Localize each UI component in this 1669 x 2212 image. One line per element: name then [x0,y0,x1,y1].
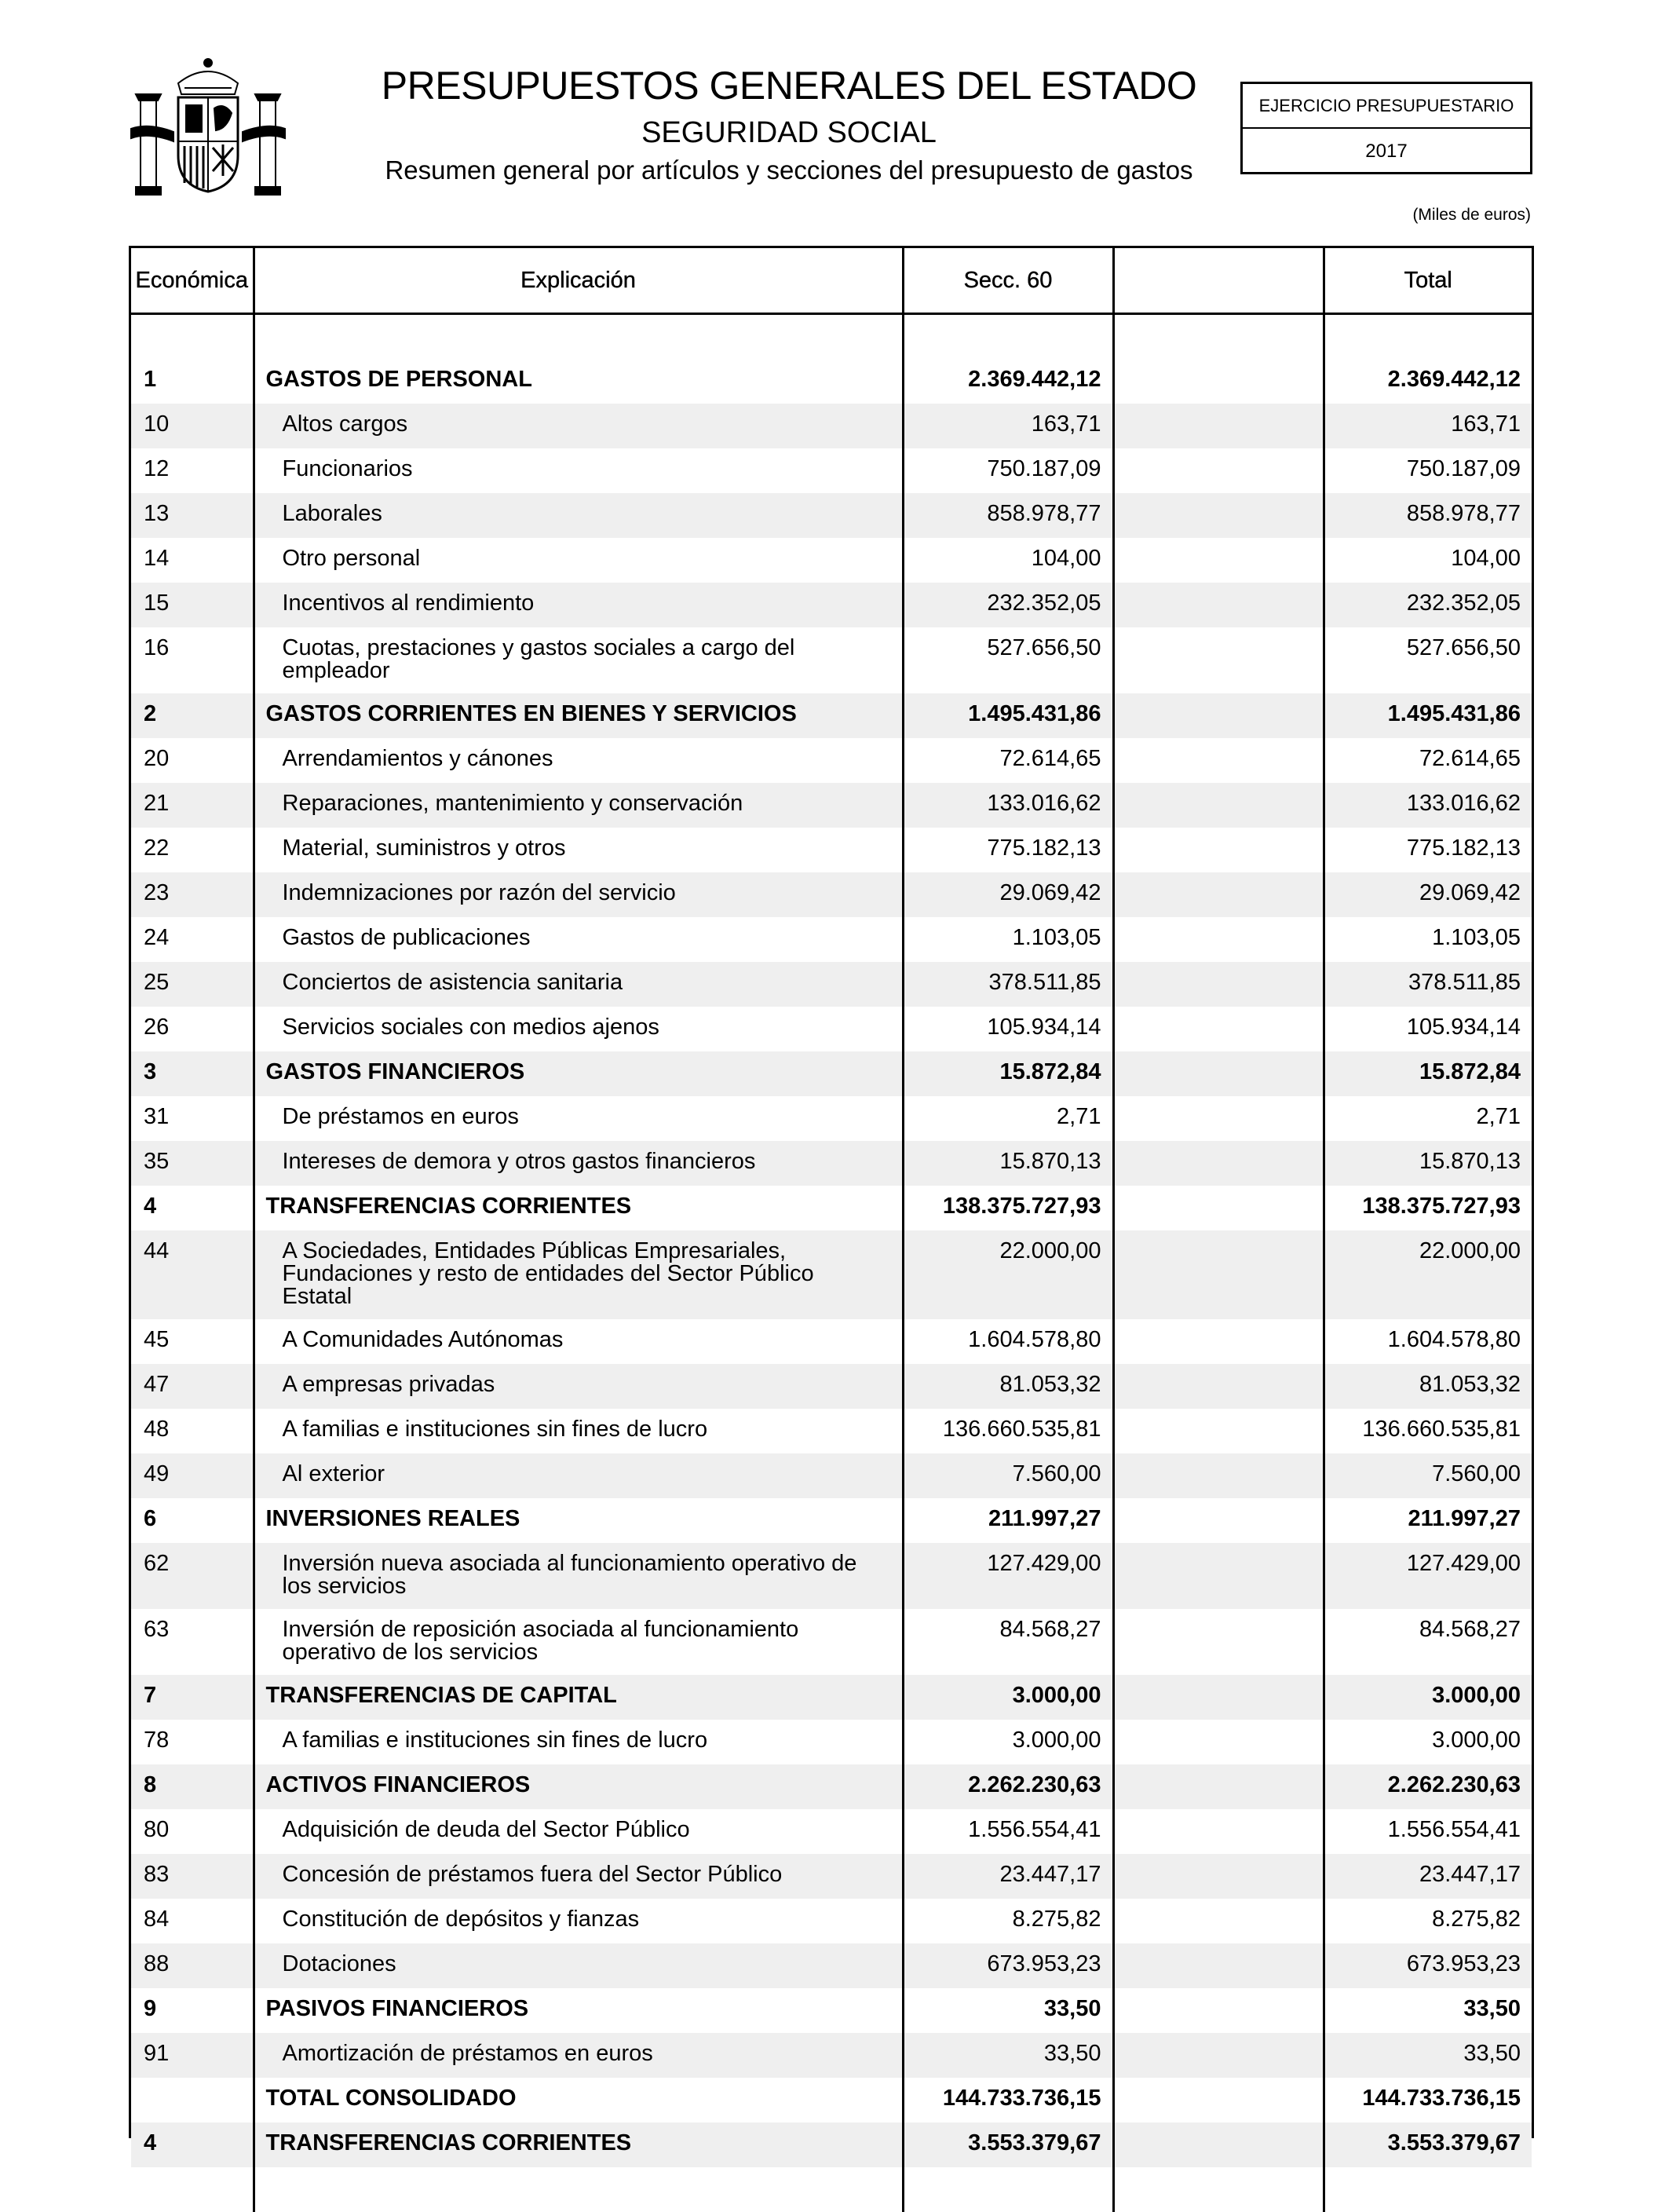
cell-explicacion: GASTOS CORRIENTES EN BIENES Y SERVICIOS [254,693,903,738]
cell-economica: 8 [131,1764,254,1809]
cell-secc60: 527.656,50 [903,627,1113,693]
table-row [131,2122,1532,2167]
cell-explicacion: Laborales [254,493,903,538]
cell-empty [1113,962,1324,1007]
cell-explicacion: Gastos de publicaciones [254,917,903,962]
cell-economica: 6 [144,1505,157,1531]
cell-secc60: 211.997,27 [903,1498,1113,1543]
cell-total: 1.604.578,80 [1324,1319,1532,1364]
table-row [131,1141,1532,1186]
cell-secc60: 33,50 [903,1988,1113,2033]
cell-secc60: 15.872,84 [903,1051,1113,1096]
cell-total: 29.069,42 [1324,872,1532,917]
cell-explicacion: PASIVOS FINANCIEROS [254,1988,903,2033]
cell-secc60: 1.604.578,80 [903,1319,1113,1364]
page-subtitle: SEGURIDAD SOCIAL [641,116,937,149]
cell-empty [1113,1854,1324,1899]
cell-empty [1113,828,1324,872]
cell-total: 136.660.535,81 [1324,1409,1532,1453]
cell-explicacion: Incentivos al rendimiento [254,583,903,627]
cell-economica: 31 [144,1103,170,1129]
cell-total: 378.511,85 [1324,962,1532,1007]
cell-total: 3.000,00 [1324,1720,1532,1764]
cell-economica: 45 [144,1326,170,1352]
cell-empty [1113,1319,1324,1364]
cell-empty [1113,1543,1324,1609]
cell-economica: 16 [144,634,170,660]
cell-total: 7.560,00 [1324,1453,1532,1498]
cell-secc60: 3.000,00 [903,1720,1113,1764]
cell-explicacion: Altos cargos [254,404,903,448]
table-row [131,1051,1532,1096]
table-row [131,1007,1532,1051]
cell-empty [1113,917,1324,962]
cell-economica: 26 [144,1014,170,1040]
cell-secc60: 3.000,00 [903,1675,1113,1720]
table-row [131,1809,1532,1854]
cell-secc60: 133.016,62 [903,783,1113,828]
cell-economica: 10 [131,404,254,448]
cell-empty [1113,2078,1324,2122]
cell-total: 144.733.736,15 [1324,2078,1532,2122]
cell-explicacion: Intereses de demora y otros gastos financieros [254,1141,903,1186]
cell-total: 72.614,65 [1324,738,1532,783]
col-header-secc60: Secc. 60 [903,248,1113,314]
cell-total: 8.275,82 [1324,1899,1532,1943]
cell-economica: 22 [144,835,170,861]
table-row [131,448,1532,493]
table-row [131,693,1532,738]
cell-explicacion: Inversión de reposición asociada al funcionamiento operativo de los servicios [254,1609,903,1675]
cell-total: 163,71 [1324,404,1532,448]
cell-empty [1113,1988,1324,2033]
table-row [131,1364,1532,1409]
cell-explicacion: Al exterior [254,1453,903,1498]
cell-total: 775.182,13 [1324,828,1532,872]
cell-secc60: 750.187,09 [903,448,1113,493]
cell-explicacion: Funcionarios [254,448,903,493]
cell-economica: 47 [131,1364,254,1409]
cell-secc60: 105.934,14 [903,1007,1113,1051]
cell-total: 2.369.442,12 [1324,359,1532,404]
ejercicio-box [1240,82,1532,174]
cell-total: 2.262.230,63 [1324,1764,1532,1809]
cell-empty [1113,627,1324,693]
table-row [131,1988,1532,2033]
cell-empty [1113,583,1324,627]
cell-secc60: 15.870,13 [903,1141,1113,1186]
table-row [131,359,1532,404]
cell-economica [131,2078,254,2122]
cell-empty [1113,359,1324,404]
cell-explicacion: A Sociedades, Entidades Públicas Empresariales, Fundaciones y resto de entidades del Sector Público Estatal [254,1230,903,1319]
cell-total: 750.187,09 [1324,448,1532,493]
cell-total: 527.656,50 [1324,627,1532,693]
table-row [131,1498,1532,1543]
cell-economica: 9 [144,1995,157,2021]
cell-empty [1113,693,1324,738]
cell-empty [1113,448,1324,493]
cell-total: 232.352,05 [1324,583,1532,627]
page-title: PRESUPUESTOS GENERALES DEL ESTADO [381,64,1197,108]
cell-empty [1113,1943,1324,1988]
cell-economica: 83 [131,1854,254,1899]
ejercicio-year: 2017 [1365,141,1408,162]
cell-economica: 25 [131,962,254,1007]
cell-economica: 13 [131,493,254,538]
units-note: (Miles de euros) [1412,206,1531,224]
cell-empty [1113,1764,1324,1809]
cell-total: 81.053,32 [1324,1364,1532,1409]
cell-explicacion: INVERSIONES REALES [254,1498,903,1543]
cell-explicacion: Concesión de préstamos fuera del Sector Público [254,1854,903,1899]
table-row [131,1096,1532,1141]
cell-empty [1113,1007,1324,1051]
cell-total: 1.103,05 [1324,917,1532,962]
table-row [131,1720,1532,1764]
cell-secc60: 23.447,17 [903,1854,1113,1899]
cell-empty [1113,1498,1324,1543]
table-row [131,2033,1532,2078]
cell-empty [1113,1899,1324,1943]
cell-secc60: 232.352,05 [903,583,1113,627]
cell-economica: 63 [144,1616,170,1642]
cell-economica: 2 [131,693,254,738]
cell-explicacion: Constitución de depósitos y fianzas [254,1899,903,1943]
cell-empty [1113,1230,1324,1319]
cell-total: 138.375.727,93 [1324,1186,1532,1230]
cell-economica: 12 [144,455,170,481]
table-row [131,493,1532,538]
cell-total: 673.953,23 [1324,1943,1532,1988]
cell-economica: 24 [144,924,170,950]
cell-secc60: 8.275,82 [903,1899,1113,1943]
table-row [131,872,1532,917]
table-row [131,1186,1532,1230]
cell-economica: 84 [144,1906,170,1932]
cell-total: 84.568,27 [1324,1609,1532,1675]
table-row [131,404,1532,448]
table-row [131,738,1532,783]
cell-secc60: 1.556.554,41 [903,1809,1113,1854]
cell-secc60: 2,71 [903,1096,1113,1141]
cell-explicacion: A empresas privadas [254,1364,903,1409]
cell-explicacion: GASTOS DE PERSONAL [254,359,903,404]
table-row [131,627,1532,693]
cell-empty [1113,1409,1324,1453]
table-row [131,583,1532,627]
cell-secc60: 29.069,42 [903,872,1113,917]
cell-total: 15.872,84 [1324,1051,1532,1096]
cell-explicacion: GASTOS FINANCIEROS [254,1051,903,1096]
cell-secc60: 1.495.431,86 [903,693,1113,738]
cell-explicacion: A Comunidades Autónomas [254,1319,903,1364]
cell-explicacion: Dotaciones [254,1943,903,1988]
table-row [131,962,1532,1007]
cell-total: 211.997,27 [1324,1498,1532,1543]
cell-empty [1113,404,1324,448]
cell-empty [1113,1675,1324,1720]
col-header-empty [1113,248,1324,314]
cell-explicacion: TOTAL CONSOLIDADO [254,2078,903,2122]
table-row [131,828,1532,872]
cell-total: 858.978,77 [1324,493,1532,538]
table-row [131,2078,1532,2122]
table-body [131,314,1532,2212]
cell-empty [1113,1186,1324,1230]
cell-secc60: 127.429,00 [903,1543,1113,1609]
cell-explicacion: Otro personal [254,538,903,583]
table-row [131,1854,1532,1899]
cell-empty [1113,2033,1324,2078]
cell-total: 2,71 [1324,1096,1532,1141]
cell-empty [1113,2122,1324,2167]
cell-total: 33,50 [1324,2033,1532,2078]
cell-explicacion: ACTIVOS FINANCIEROS [254,1764,903,1809]
cell-empty [1113,783,1324,828]
cell-empty [1113,1051,1324,1096]
cell-secc60: 858.978,77 [903,493,1113,538]
table-row [131,1230,1532,1319]
cell-total: 15.870,13 [1324,1141,1532,1186]
cell-economica: 21 [131,783,254,828]
cell-economica: 35 [131,1141,254,1186]
cell-economica: 91 [131,2033,254,2078]
cell-economica: 78 [144,1727,170,1753]
cell-empty [1113,1609,1324,1675]
cell-empty [1113,738,1324,783]
cell-explicacion: TRANSFERENCIAS CORRIENTES [254,2122,903,2167]
cell-explicacion: Inversión nueva asociada al funcionamiento operativo de los servicios [254,1543,903,1609]
cell-explicacion: Reparaciones, mantenimiento y conservación [254,783,903,828]
cell-empty [1113,872,1324,917]
cell-total: 3.000,00 [1324,1675,1532,1720]
cell-economica: 23 [131,872,254,917]
cell-economica: 48 [144,1416,170,1442]
cell-total: 1.495.431,86 [1324,693,1532,738]
cell-explicacion: A familias e instituciones sin fines de lucro [254,1409,903,1453]
table-row [131,1609,1532,1675]
cell-empty [1113,1364,1324,1409]
table-row [131,538,1532,583]
page-description: Resumen general por artículos y secciones del presupuesto de gastos [385,155,1193,185]
cell-economica: 44 [131,1230,254,1319]
coat-of-arms-logo [130,53,287,203]
cell-explicacion: TRANSFERENCIAS CORRIENTES [254,1186,903,1230]
cell-empty [1113,1453,1324,1498]
cell-economica: 4 [131,2122,254,2167]
table-row [131,783,1532,828]
cell-secc60: 138.375.727,93 [903,1186,1113,1230]
table-row [131,1943,1532,1988]
cell-economica: 80 [144,1816,170,1842]
cell-total: 33,50 [1324,1988,1532,2033]
cell-total: 133.016,62 [1324,783,1532,828]
table-row [131,1764,1532,1809]
cell-secc60: 163,71 [903,404,1113,448]
cell-economica: 20 [144,745,170,771]
cell-secc60: 22.000,00 [903,1230,1113,1319]
cell-total: 127.429,00 [1324,1543,1532,1609]
cell-explicacion: Cuotas, prestaciones y gastos sociales a cargo del empleador [254,627,903,693]
ejercicio-label: EJERCICIO PRESUPUESTARIO [1243,84,1530,129]
cell-empty [1113,1720,1324,1764]
col-header-explicacion: Explicación [254,248,903,314]
cell-secc60: 144.733.736,15 [903,2078,1113,2122]
cell-secc60: 7.560,00 [903,1453,1113,1498]
cell-total: 3.553.379,67 [1324,2122,1532,2167]
cell-total: 22.000,00 [1324,1230,1532,1319]
table-row [131,1675,1532,1720]
cell-economica: 88 [131,1943,254,1988]
table-row [131,1899,1532,1943]
cell-explicacion: TRANSFERENCIAS DE CAPITAL [254,1675,903,1720]
cell-secc60: 84.568,27 [903,1609,1113,1675]
cell-empty [1113,1096,1324,1141]
cell-explicacion: Servicios sociales con medios ajenos [254,1007,903,1051]
cell-economica: 7 [131,1675,254,1720]
cell-secc60: 81.053,32 [903,1364,1113,1409]
cell-total: 23.447,17 [1324,1854,1532,1899]
table-row [131,1543,1532,1609]
cell-secc60: 2.369.442,12 [903,359,1113,404]
cell-secc60: 33,50 [903,2033,1113,2078]
cell-explicacion: Material, suministros y otros [254,828,903,872]
cell-secc60: 775.182,13 [903,828,1113,872]
table-row [131,1409,1532,1453]
cell-explicacion: Adquisición de deuda del Sector Público [254,1809,903,1854]
cell-economica: 4 [144,1193,157,1219]
cell-economica: 1 [144,366,157,392]
budget-table [129,246,1534,2155]
cell-empty [1113,1141,1324,1186]
cell-economica: 15 [131,583,254,627]
cell-economica: 14 [144,545,170,571]
cell-secc60: 673.953,23 [903,1943,1113,1988]
cell-secc60: 104,00 [903,538,1113,583]
cell-empty [1113,493,1324,538]
cell-economica: 3 [131,1051,254,1096]
cell-secc60: 378.511,85 [903,962,1113,1007]
cell-explicacion: Indemnizaciones por razón del servicio [254,872,903,917]
cell-empty [1113,538,1324,583]
col-header-economica: Económica [131,248,254,314]
cell-economica: 62 [131,1543,254,1609]
cell-secc60: 2.262.230,63 [903,1764,1113,1809]
cell-explicacion: Arrendamientos y cánones [254,738,903,783]
table-row [131,1453,1532,1498]
cell-secc60: 3.553.379,67 [903,2122,1113,2167]
cell-total: 1.556.554,41 [1324,1809,1532,1854]
cell-total: 104,00 [1324,538,1532,583]
table-header-row [131,248,1532,314]
table-row [131,1319,1532,1364]
cell-secc60: 136.660.535,81 [903,1409,1113,1453]
cell-explicacion: Conciertos de asistencia sanitaria [254,962,903,1007]
cell-empty [1113,1809,1324,1854]
table-row [131,917,1532,962]
cell-total: 105.934,14 [1324,1007,1532,1051]
cell-secc60: 72.614,65 [903,738,1113,783]
cell-secc60: 1.103,05 [903,917,1113,962]
cell-explicacion: A familias e instituciones sin fines de lucro [254,1720,903,1764]
cell-explicacion: De préstamos en euros [254,1096,903,1141]
col-header-total: Total [1324,248,1532,314]
cell-explicacion: Amortización de préstamos en euros [254,2033,903,2078]
cell-economica: 49 [131,1453,254,1498]
